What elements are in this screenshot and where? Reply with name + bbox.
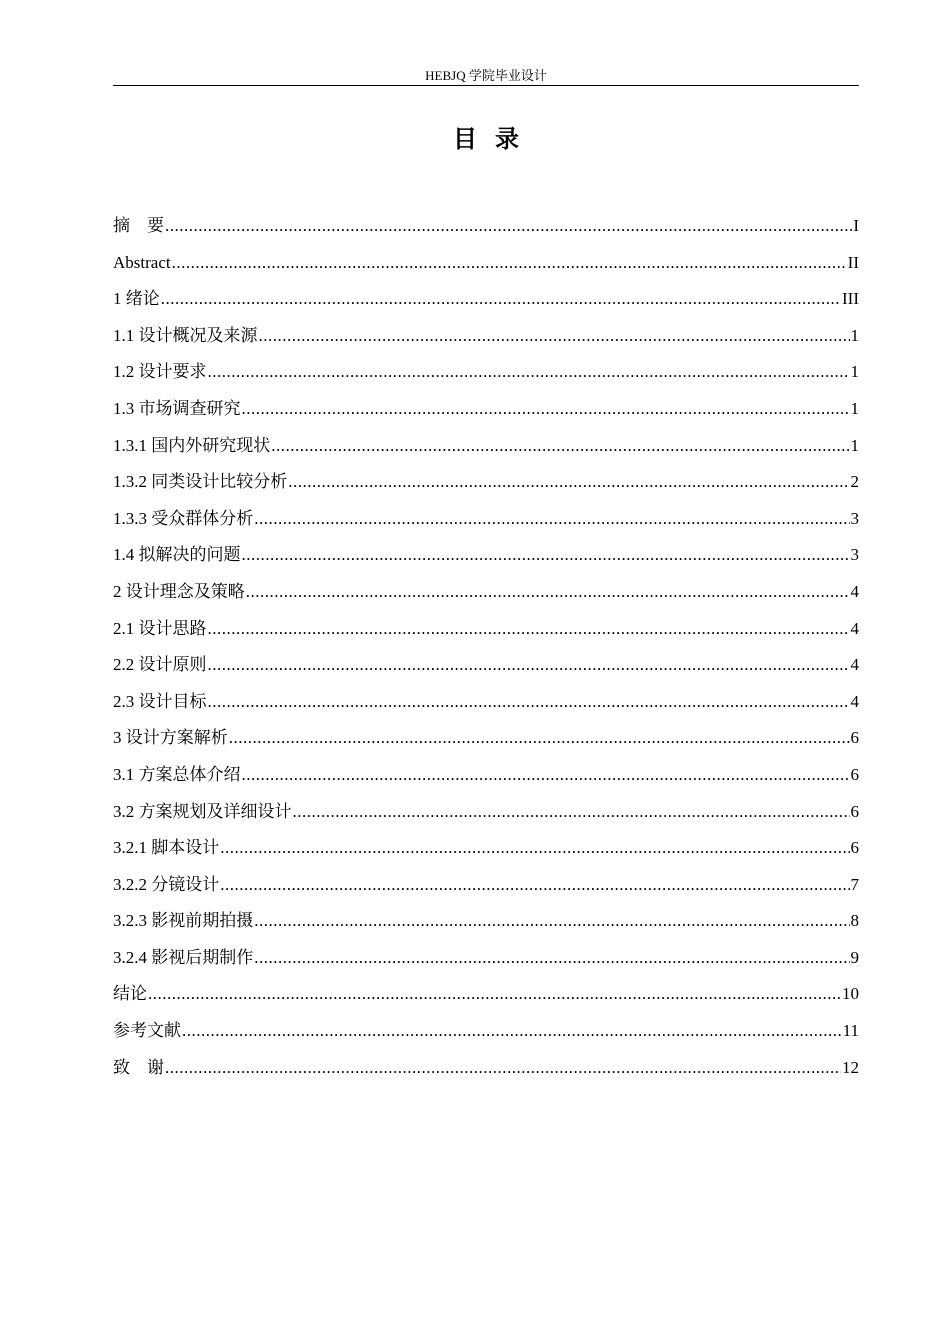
toc-entry-abstract-en[interactable] <box>113 245 859 282</box>
toc-entry-3-2-4[interactable] <box>113 940 859 977</box>
toc-leader-dots <box>161 281 841 318</box>
toc-entry-label: 2.3 设计目标 <box>113 691 207 711</box>
toc-leader-dots <box>246 574 850 611</box>
toc-entry-label: 2 设计理念及策略 <box>113 581 245 601</box>
toc-entry-page: 1 <box>850 325 859 345</box>
toc-entry-page: 6 <box>850 728 859 748</box>
toc-entry-label: 参考文献 <box>113 1021 181 1041</box>
toc-entry-page: 1 <box>850 398 859 418</box>
toc-leader-dots <box>208 684 850 721</box>
toc-entry-page: 8 <box>850 911 859 931</box>
toc-leader-dots <box>220 830 849 867</box>
toc-entry-label: 结论 <box>113 984 147 1004</box>
toc-entry-ch1[interactable] <box>113 281 859 318</box>
toc-entry-page: 4 <box>850 581 859 601</box>
toc-entry-1-2[interactable] <box>113 354 859 391</box>
toc-entry-page: 1 <box>850 362 859 382</box>
toc-entry-page: 6 <box>850 764 859 784</box>
toc-entry-label: 3.2.1 脚本设计 <box>113 838 220 858</box>
toc-entry-ch3[interactable] <box>113 720 859 757</box>
toc-entry-label: Abstract <box>113 252 171 272</box>
toc-entry-page: 2 <box>850 472 859 492</box>
toc-entry-label: 1.3.2 同类设计比较分析 <box>113 472 288 492</box>
toc-entry-1-3-1[interactable] <box>113 428 859 465</box>
toc-entry-3-2-1[interactable] <box>113 830 859 867</box>
toc-entry-page: 11 <box>842 1021 859 1041</box>
toc-entry-1-3-3[interactable] <box>113 501 859 538</box>
toc-entry-page: I <box>853 216 859 235</box>
toc-leader-dots <box>254 903 849 940</box>
toc-leader-dots <box>229 720 850 757</box>
toc-entry-label: 1.2 设计要求 <box>113 362 207 382</box>
toc-leader-dots <box>208 647 850 684</box>
toc-leader-dots <box>172 245 847 282</box>
toc-entry-label: 摘 要 <box>113 216 164 235</box>
toc-entry-label: 2.1 设计思路 <box>113 618 207 638</box>
toc-list <box>113 208 859 1086</box>
toc-entry-label: 1 绪论 <box>113 289 160 309</box>
toc-entry-references[interactable] <box>113 1013 859 1050</box>
toc-leader-dots <box>242 391 850 428</box>
toc-leader-dots <box>254 940 849 977</box>
toc-entry-label: 1.1 设计概况及来源 <box>113 325 258 345</box>
toc-leader-dots <box>288 464 849 501</box>
toc-entry-label: 1.3 市场调查研究 <box>113 398 241 418</box>
toc-entry-label: 3.1 方案总体介绍 <box>113 764 241 784</box>
toc-entry-label: 致 谢 <box>113 1057 164 1077</box>
toc-entry-3-2-3[interactable] <box>113 903 859 940</box>
toc-leader-dots <box>271 428 849 465</box>
toc-entry-page: 3 <box>850 508 859 528</box>
toc-leader-dots <box>208 611 850 648</box>
toc-entry-ch2[interactable] <box>113 574 859 611</box>
toc-entry-page: II <box>847 252 859 272</box>
toc-entry-page: 3 <box>850 545 859 565</box>
toc-entry-page: 7 <box>850 874 859 894</box>
toc-entry-page: 9 <box>850 947 859 967</box>
toc-entry-1-4[interactable] <box>113 537 859 574</box>
toc-entry-label: 2.2 设计原则 <box>113 655 207 675</box>
toc-entry-2-3[interactable] <box>113 684 859 721</box>
toc-entry-page: 6 <box>850 838 859 858</box>
toc-entry-label: 3.2.3 影视前期拍摄 <box>113 911 254 931</box>
toc-entry-page: 4 <box>850 655 859 675</box>
toc-entry-page: 12 <box>842 1057 859 1077</box>
toc-entry-label: 3.2.2 分镜设计 <box>113 874 220 894</box>
toc-entry-acknowledgements[interactable] <box>113 1050 859 1087</box>
toc-entry-page: 10 <box>842 984 859 1004</box>
toc-leader-dots <box>242 757 850 794</box>
running-header: HEBJQ 学院毕业设计 <box>425 68 547 83</box>
toc-entry-label: 1.3.1 国内外研究现状 <box>113 435 271 455</box>
toc-leader-dots <box>254 501 849 538</box>
toc-entry-conclusion[interactable] <box>113 976 859 1013</box>
toc-entry-2-1[interactable] <box>113 611 859 648</box>
toc-entry-page: 4 <box>850 691 859 711</box>
toc-leader-dots <box>208 354 850 391</box>
toc-title: 目录 <box>453 125 537 153</box>
toc-leader-dots <box>293 794 850 831</box>
toc-entry-3-2-2[interactable] <box>113 867 859 904</box>
toc-entry-page: III <box>842 289 859 309</box>
toc-entry-3-2[interactable] <box>113 794 859 831</box>
toc-leader-dots <box>165 208 852 245</box>
toc-entry-label: 3.2 方案规划及详细设计 <box>113 801 292 821</box>
toc-entry-label: 3.2.4 影视后期制作 <box>113 947 254 967</box>
toc-entry-abstract-cn[interactable] <box>113 208 859 245</box>
toc-leader-dots <box>242 537 850 574</box>
toc-leader-dots <box>182 1013 842 1050</box>
toc-entry-label: 3 设计方案解析 <box>113 728 228 748</box>
toc-entry-page: 1 <box>850 435 859 455</box>
toc-entry-1-3[interactable] <box>113 391 859 428</box>
toc-leader-dots <box>220 867 849 904</box>
toc-entry-1-3-2[interactable] <box>113 464 859 501</box>
toc-entry-label: 1.4 拟解决的问题 <box>113 545 241 565</box>
toc-entry-page: 6 <box>850 801 859 821</box>
toc-entry-1-1[interactable] <box>113 318 859 355</box>
toc-entry-3-1[interactable] <box>113 757 859 794</box>
header-rule <box>113 85 859 86</box>
toc-entry-page: 4 <box>850 618 859 638</box>
toc-leader-dots <box>259 318 850 355</box>
toc-entry-label: 1.3.3 受众群体分析 <box>113 508 254 528</box>
toc-leader-dots <box>148 976 841 1013</box>
toc-leader-dots <box>165 1050 841 1087</box>
toc-entry-2-2[interactable] <box>113 647 859 684</box>
